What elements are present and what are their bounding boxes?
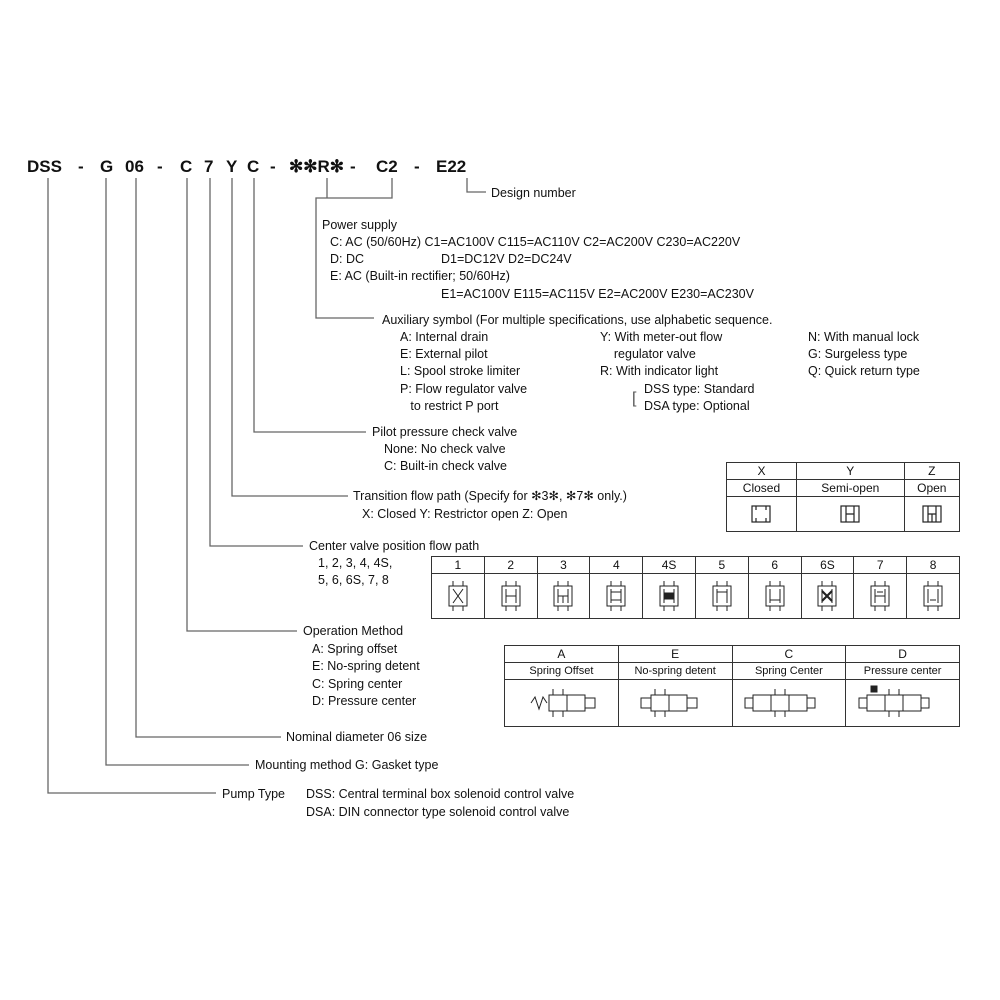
transition-symbol-cell [796, 497, 904, 532]
transition-code: X [727, 463, 797, 480]
power-supply-heading: Power supply [322, 218, 398, 232]
center-valve-table [431, 556, 960, 619]
transition-heading: Transition flow path (Specify for ✻3✻, ✻7✻ only.) [353, 489, 627, 503]
center-valve-item: 5, 6, 6S, 7, 8 [318, 573, 389, 587]
center-valve-code: 2 [484, 557, 537, 574]
operation-code: D [846, 646, 960, 663]
valve-symbol-4-icon [601, 577, 631, 615]
leader-nominal [136, 178, 281, 737]
transition-symbol-cell [727, 497, 797, 532]
code-pilot-check: C [247, 157, 260, 176]
open-symbol-icon [920, 503, 944, 525]
center-valve-symbol-cell [643, 574, 696, 619]
pilot-check-heading: Pilot pressure check valve [372, 425, 518, 439]
operation-symbol-cell [732, 680, 846, 727]
auxiliary-item: R: With indicator light [600, 364, 719, 378]
operation-code: A [505, 646, 619, 663]
leader-center-valve [210, 178, 303, 546]
center-valve-code: 4 [590, 557, 643, 574]
spring-center-symbol-icon [739, 683, 839, 723]
operation-item: C: Spring center [312, 677, 403, 691]
valve-symbol-6-icon [760, 577, 790, 615]
auxiliary-item: N: With manual lock [808, 330, 920, 344]
leader-mounting [106, 178, 249, 765]
transition-label: Closed [727, 480, 797, 497]
transition-label: Semi-open [796, 480, 904, 497]
transition-code: Y [796, 463, 904, 480]
valve-symbol-3-icon [548, 577, 578, 615]
operation-item: E: No-spring detent [312, 659, 420, 673]
pump-type-label: Pump Type [222, 787, 286, 801]
center-valve-code: 3 [537, 557, 590, 574]
pressure-center-symbol-icon [853, 683, 953, 723]
operation-label: No-spring detent [618, 663, 732, 680]
auxiliary-item: L: Spool stroke limiter [400, 364, 521, 378]
center-valve-code: 7 [854, 557, 907, 574]
code-transition: Y [226, 157, 238, 176]
operation-code: C [732, 646, 846, 663]
center-valve-symbol-cell [590, 574, 643, 619]
code-center-valve: 7 [204, 157, 214, 176]
operation-label: Spring Center [732, 663, 846, 680]
closed-symbol-icon [749, 503, 773, 525]
center-valve-symbol-cell [801, 574, 854, 619]
center-valve-code: 6 [748, 557, 801, 574]
auxiliary-item: G: Surgeless type [808, 347, 908, 361]
auxiliary-item: DSA type: Optional [644, 399, 750, 413]
code-power-supply: C2 [376, 157, 398, 176]
power-supply-line: C: AC (50/60Hz) C1=AC100V C115=AC110V C2=AC200V C230=AC220V [330, 235, 741, 249]
code-dash: - [78, 157, 84, 176]
design-number-label: Design number [491, 186, 576, 200]
auxiliary-item: P: Flow regulator valve [400, 382, 528, 396]
code-dash: - [157, 157, 163, 176]
valve-symbol-8-icon [918, 577, 948, 615]
valve-symbol-1-icon [443, 577, 473, 615]
operation-table [504, 645, 960, 727]
center-valve-code: 5 [695, 557, 748, 574]
operation-label: Spring Offset [505, 663, 619, 680]
pump-type-item: DSS: Central terminal box solenoid control valve [306, 787, 575, 801]
center-valve-symbol-cell [907, 574, 960, 619]
auxiliary-item: regulator valve [600, 347, 696, 361]
auxiliary-heading: Auxiliary symbol (For multiple specifications, use alphabetic sequence. [382, 313, 773, 327]
center-valve-symbol-cell [695, 574, 748, 619]
valve-symbol-4s-icon [654, 577, 684, 615]
pilot-check-item: None: No check valve [384, 442, 506, 456]
brace-bracket: [ [632, 390, 637, 407]
center-valve-code: 6S [801, 557, 854, 574]
pump-type-item: DSA: DIN connector type solenoid control valve [306, 805, 570, 819]
nominal-diameter-label: Nominal diameter 06 size [286, 730, 428, 744]
center-valve-symbol-cell [432, 574, 485, 619]
operation-item: D: Pressure center [312, 694, 417, 708]
center-valve-symbol-cell [854, 574, 907, 619]
valve-symbol-2-icon [496, 577, 526, 615]
center-valve-code: 8 [907, 557, 960, 574]
transition-label: Open [904, 480, 959, 497]
valve-symbol-7-icon [865, 577, 895, 615]
transition-code: Z [904, 463, 959, 480]
transition-item: X: Closed Y: Restrictor open Z: Open [362, 507, 568, 521]
power-supply-line: D1=DC12V D2=DC24V [441, 252, 572, 266]
code-operation: C [180, 157, 193, 176]
center-valve-heading: Center valve position flow path [309, 539, 480, 553]
semi-open-symbol-icon [838, 503, 862, 525]
auxiliary-item: A: Internal drain [400, 330, 489, 344]
operation-symbol-cell [618, 680, 732, 727]
operation-symbol-cell [846, 680, 960, 727]
power-supply-line: E1=AC100V E115=AC115V E2=AC200V E230=AC230V [441, 287, 754, 301]
code-mounting: G [100, 157, 114, 176]
operation-symbol-cell [505, 680, 619, 727]
code-nominal: 06 [125, 157, 144, 176]
pilot-check-item: C: Built-in check valve [384, 459, 507, 473]
center-valve-symbol-cell [537, 574, 590, 619]
valve-symbol-6s-icon [812, 577, 842, 615]
auxiliary-item: DSS type: Standard [644, 382, 755, 396]
leader-pump [48, 178, 216, 793]
center-valve-code: 1 [432, 557, 485, 574]
power-supply-line: D: DC [330, 252, 365, 266]
operation-item: A: Spring offset [312, 642, 398, 656]
spring-offset-symbol-icon [511, 683, 611, 723]
auxiliary-item: E: External pilot [400, 347, 488, 361]
auxiliary-item: to restrict P port [400, 399, 499, 413]
code-auxiliary: ✻✻R✻ [289, 157, 345, 176]
auxiliary-item: Q: Quick return type [808, 364, 920, 378]
operation-label: Pressure center [846, 663, 960, 680]
valve-symbol-5-icon [707, 577, 737, 615]
operation-code: E [618, 646, 732, 663]
leader-design-number [467, 178, 486, 192]
auxiliary-item: Y: With meter-out flow [600, 330, 723, 344]
center-valve-code: 4S [643, 557, 696, 574]
operation-heading: Operation Method [303, 624, 404, 638]
power-supply-line: E: AC (Built-in rectifier; 50/60Hz) [330, 269, 510, 283]
mounting-method-label: Mounting method G: Gasket type [255, 758, 439, 772]
center-valve-symbol-cell [748, 574, 801, 619]
transition-table [726, 462, 960, 532]
code-dash: - [350, 157, 356, 176]
code-pump-type: DSS [27, 157, 62, 176]
code-dash: - [270, 157, 276, 176]
leader-operation [187, 178, 297, 631]
transition-symbol-cell [904, 497, 959, 532]
center-valve-symbol-cell [484, 574, 537, 619]
code-dash: - [414, 157, 420, 176]
center-valve-item: 1, 2, 3, 4, 4S, [318, 556, 393, 570]
no-spring-detent-symbol-icon [625, 683, 725, 723]
code-design-number: E22 [436, 157, 467, 176]
leader-pilot-check [254, 178, 366, 432]
